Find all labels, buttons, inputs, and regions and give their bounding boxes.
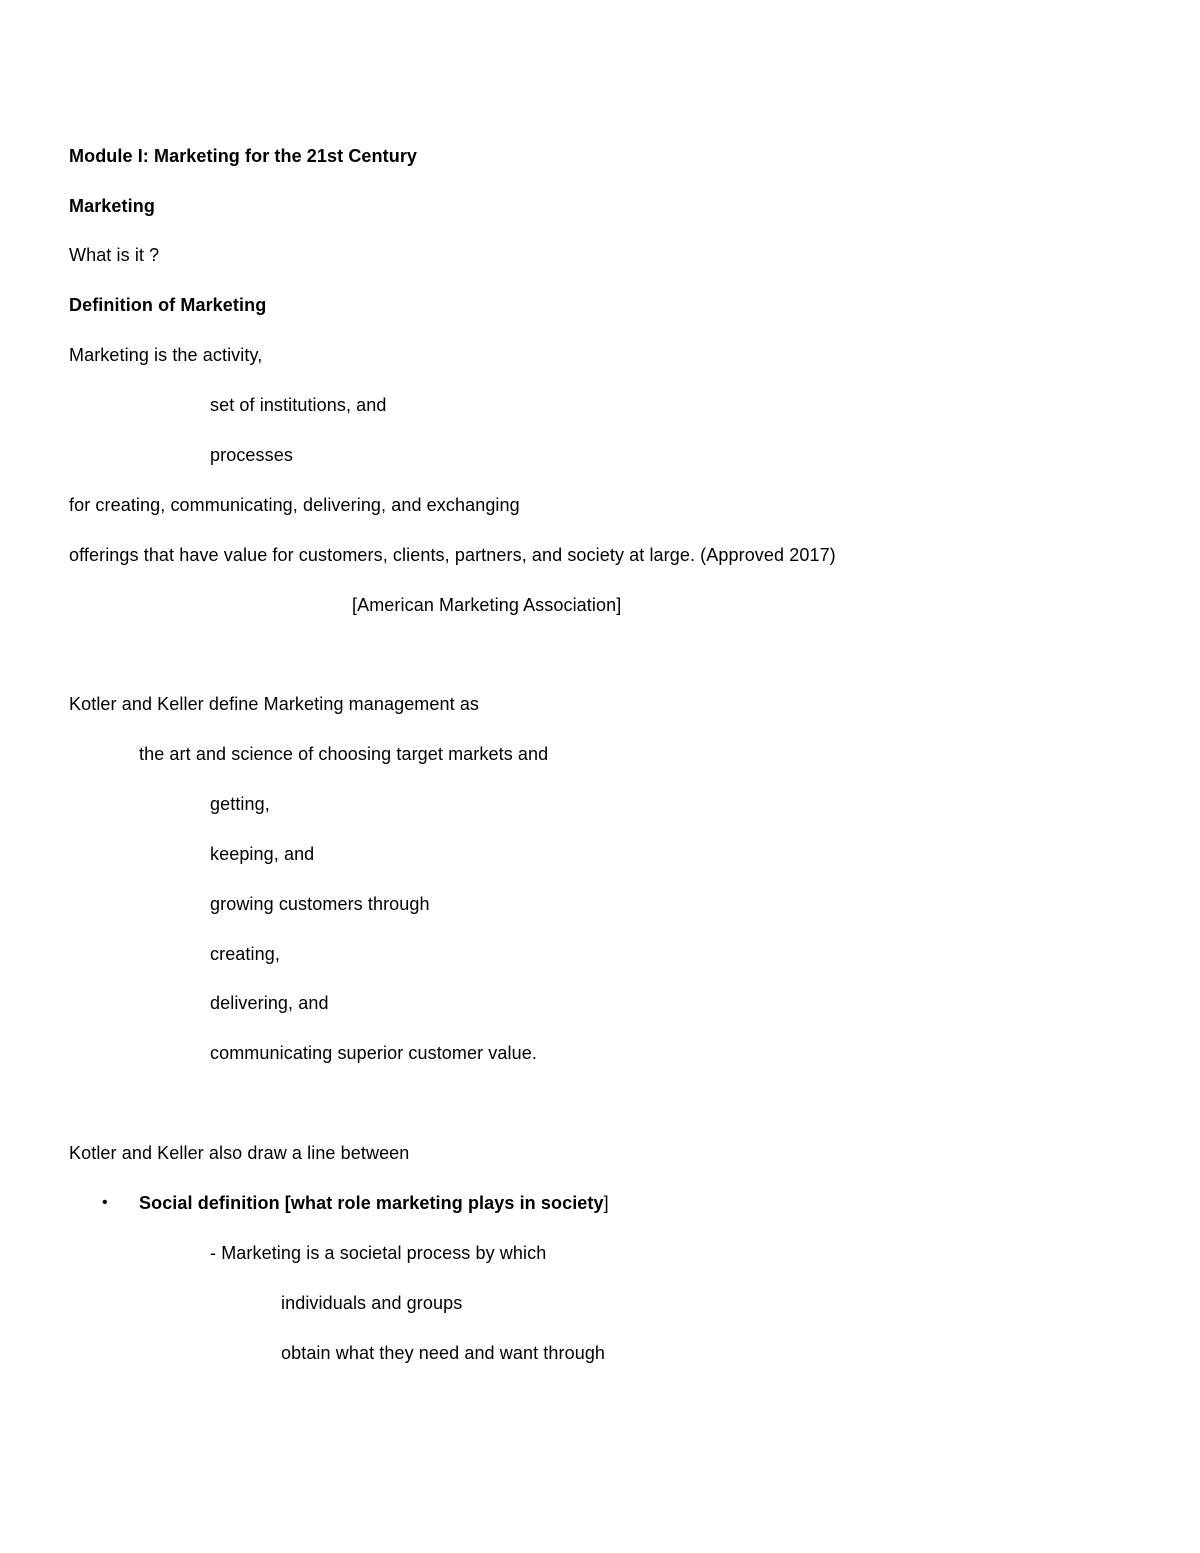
social-definition-heading-tail: ] — [603, 1193, 609, 1213]
definition-line-2: set of institutions, and — [210, 395, 387, 415]
kotler-item: growing customers through — [210, 894, 430, 914]
bullet-icon: • — [102, 1194, 108, 1211]
kotler-item: getting, — [210, 794, 270, 814]
heading-marketing: Marketing — [69, 196, 155, 216]
social-line-2: individuals and groups — [281, 1293, 463, 1313]
question-text: What is it ? — [69, 245, 160, 265]
kotler-item: delivering, and — [210, 993, 329, 1013]
social-line-1: - Marketing is a societal process by which — [210, 1243, 547, 1263]
kotler-intro: Kotler and Keller define Marketing management as — [69, 694, 480, 714]
definition-line-3: processes — [210, 445, 293, 465]
kotler-item: creating, — [210, 944, 280, 964]
definition-line-1: Marketing is the activity, — [69, 345, 263, 365]
kotler-item: communicating superior customer value. — [210, 1043, 537, 1063]
kotler-item: keeping, and — [210, 844, 315, 864]
social-line-3: obtain what they need and want through — [281, 1343, 606, 1363]
definition-line-4: for creating, communicating, delivering, and exchanging — [69, 495, 520, 515]
definition-line-5: offerings that have value for customers, clients, partners, and society at large. (Approved 2017) — [69, 545, 836, 565]
heading-definition: Definition of Marketing — [69, 295, 267, 315]
social-definition-heading-bold: Social definition [what role marketing plays in society — [139, 1193, 604, 1213]
distinction-intro: Kotler and Keller also draw a line between — [69, 1143, 410, 1163]
definition-source: [American Marketing Association] — [352, 595, 622, 615]
document-title: Module I: Marketing for the 21st Century — [69, 146, 418, 166]
social-definition-heading — [139, 1192, 609, 1214]
kotler-line-1: the art and science of choosing target markets and — [139, 744, 549, 764]
